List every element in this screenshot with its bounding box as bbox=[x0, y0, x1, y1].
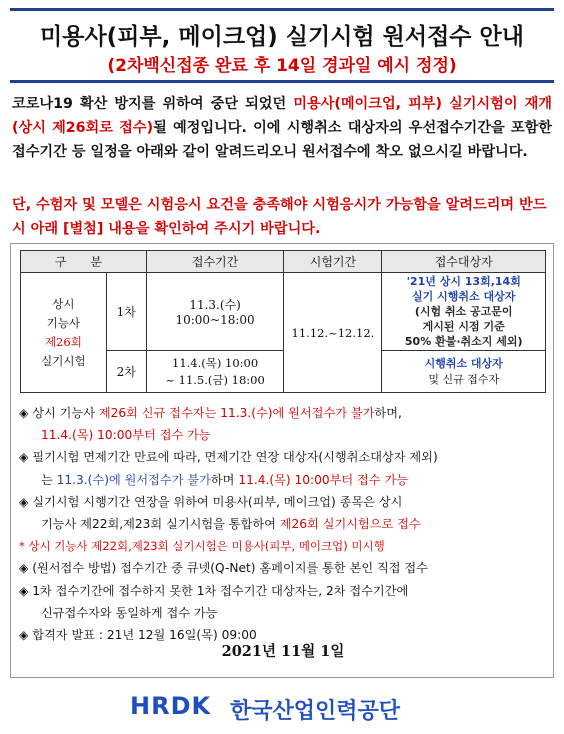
logo-mark: HRDK bbox=[130, 692, 212, 720]
intro-text-red: 미용사(메이크업, 피부) 실기시험이 재개(상시 제26회로 접수) bbox=[12, 96, 552, 136]
list-item bbox=[19, 513, 549, 535]
round1-cell: 1차 bbox=[106, 273, 146, 351]
bullet-text: 하며, bbox=[374, 406, 402, 420]
header-exam-period: 시험기간 bbox=[284, 251, 382, 273]
notice-paragraph: 단, 수험자 및 모델은 시험응시 요건을 충족해야 시험응시가 가능함을 알려드리며 반드시 아래 [별첨] 내용을 확인하여 주시기 바랍니다. bbox=[12, 197, 547, 237]
list-item: ◈ 1차 접수기간에 접수하지 못한 1차 접수기간 대상자는, 2차 접수기간에 bbox=[19, 583, 409, 598]
round2-cell: 2차 bbox=[106, 351, 146, 393]
schedule-box bbox=[10, 243, 554, 678]
category-line-red: 제26회 bbox=[44, 334, 82, 349]
page-title: 미용사(피부, 메이크업) 실기시험 원서접수 안내 bbox=[40, 24, 524, 50]
round2-target-cell bbox=[382, 351, 546, 393]
bullet-text: 하며 bbox=[210, 472, 239, 487]
list-item-note: * 상시 기능사 제22회,제23회 실기시험은 미용사(피부, 메이크업) 미시행 bbox=[19, 539, 385, 554]
title-rule-top bbox=[10, 8, 554, 11]
page-subtitle: (2차백신접종 완료 후 14일 경과일 예시 정정) bbox=[107, 56, 457, 76]
target-line: 및 신규 접수자 bbox=[428, 372, 500, 386]
category-line: 기능사 bbox=[46, 315, 81, 330]
bullet-list bbox=[19, 402, 549, 646]
intro-paragraph bbox=[12, 92, 552, 164]
schedule-table bbox=[20, 250, 546, 393]
logo-name: 한국산업인력공단 bbox=[230, 699, 401, 724]
header-reception-period: 접수기간 bbox=[146, 251, 284, 273]
list-item bbox=[19, 402, 549, 424]
table-header-row bbox=[21, 251, 546, 273]
category-line: 실기시험 bbox=[41, 353, 86, 368]
round1-period-line: 10:00~18:00 bbox=[175, 313, 255, 327]
bullet-text-red: 제26회 실기시험으로 접수 bbox=[279, 517, 421, 532]
list-item: ◈ 실기시험 시행기간 연장을 위하여 미용사(피부, 메이크업) 종목은 상시 bbox=[19, 494, 403, 509]
hrdk-logo bbox=[130, 692, 450, 724]
round2-period-line: 11.4.(목) 10:00 bbox=[172, 355, 259, 370]
target-line: 50% 환불·취소지 세외) bbox=[404, 335, 523, 348]
target-line: 게시된 시점 기준 bbox=[422, 320, 505, 333]
bullet-text-blue: 11.3.(수)에 원서접수가 불가 bbox=[56, 472, 211, 487]
bullet-text-red: 제26회 신규 접수자는 11.3.(수)에 원서접수가 불가 bbox=[98, 406, 375, 420]
title-bar bbox=[10, 8, 554, 84]
list-item: ◈ 필기시험 면제기간 만료에 따라, 면제기간 연장 대상자(시행취소대상자 제외) bbox=[19, 450, 438, 465]
list-item bbox=[19, 469, 549, 491]
round2-period-cell bbox=[146, 351, 284, 393]
list-item: ◈ 합격자 발표 : 21년 12월 16일(목) 09:00 bbox=[19, 628, 257, 643]
bullet-text: ◈ 상시 기능사 bbox=[19, 406, 99, 420]
round1-period-cell bbox=[146, 273, 284, 351]
round2-period-line: ~ 11.5.(금) 18:00 bbox=[165, 372, 265, 387]
target-line: 시행취소 대상자 bbox=[424, 356, 503, 370]
list-item: ◈ (원서접수 방법) 접수기간 중 큐넷(Q-Net) 홈페이지를 통한 본인 직접 접수 bbox=[19, 561, 428, 576]
round1-period-line: 11.3.(수) bbox=[189, 298, 241, 312]
header-target: 접수대상자 bbox=[382, 251, 546, 273]
header-category: 구 분 bbox=[21, 251, 147, 273]
category-cell bbox=[21, 273, 107, 393]
intro-text-b: 될 예정입니다. 이에 시행취소 대상자의 우선접수기간을 포함한 접수기간 등 일정을 아래와 같이 알려드리오니 원서접수에 착오 없으시길 바랍니다. bbox=[12, 120, 552, 160]
title-rule-bottom bbox=[10, 80, 554, 83]
list-item: 11.4.(목) 10:00부터 접수 가능 bbox=[41, 428, 211, 443]
target-line: 실기 시행취소 대상자 bbox=[412, 290, 516, 303]
target-line: (시험 취소 공고문이 bbox=[414, 305, 513, 318]
issue-date: 2021년 11월 1일 bbox=[221, 643, 345, 660]
round1-target-cell bbox=[382, 273, 546, 351]
intro-text-a: 코로나19 확산 방지를 위하여 중단 되었던 bbox=[12, 96, 294, 112]
bullet-text: 는 bbox=[41, 472, 57, 487]
exam-period-cell: 11.12.~12.12. bbox=[284, 273, 382, 393]
target-line: '21년 상시 13회,14회 bbox=[406, 275, 521, 288]
bullet-text: 기능사 제22회,제23회 실기시험을 통합하여 bbox=[41, 517, 280, 532]
list-item: 신규접수자와 동일하게 접수 가능 bbox=[41, 605, 218, 620]
bullet-text-red: 11.4.(목) 10:00부터 접수 가능 bbox=[238, 472, 408, 487]
table-row bbox=[21, 273, 546, 351]
category-line: 상시 bbox=[52, 296, 75, 311]
